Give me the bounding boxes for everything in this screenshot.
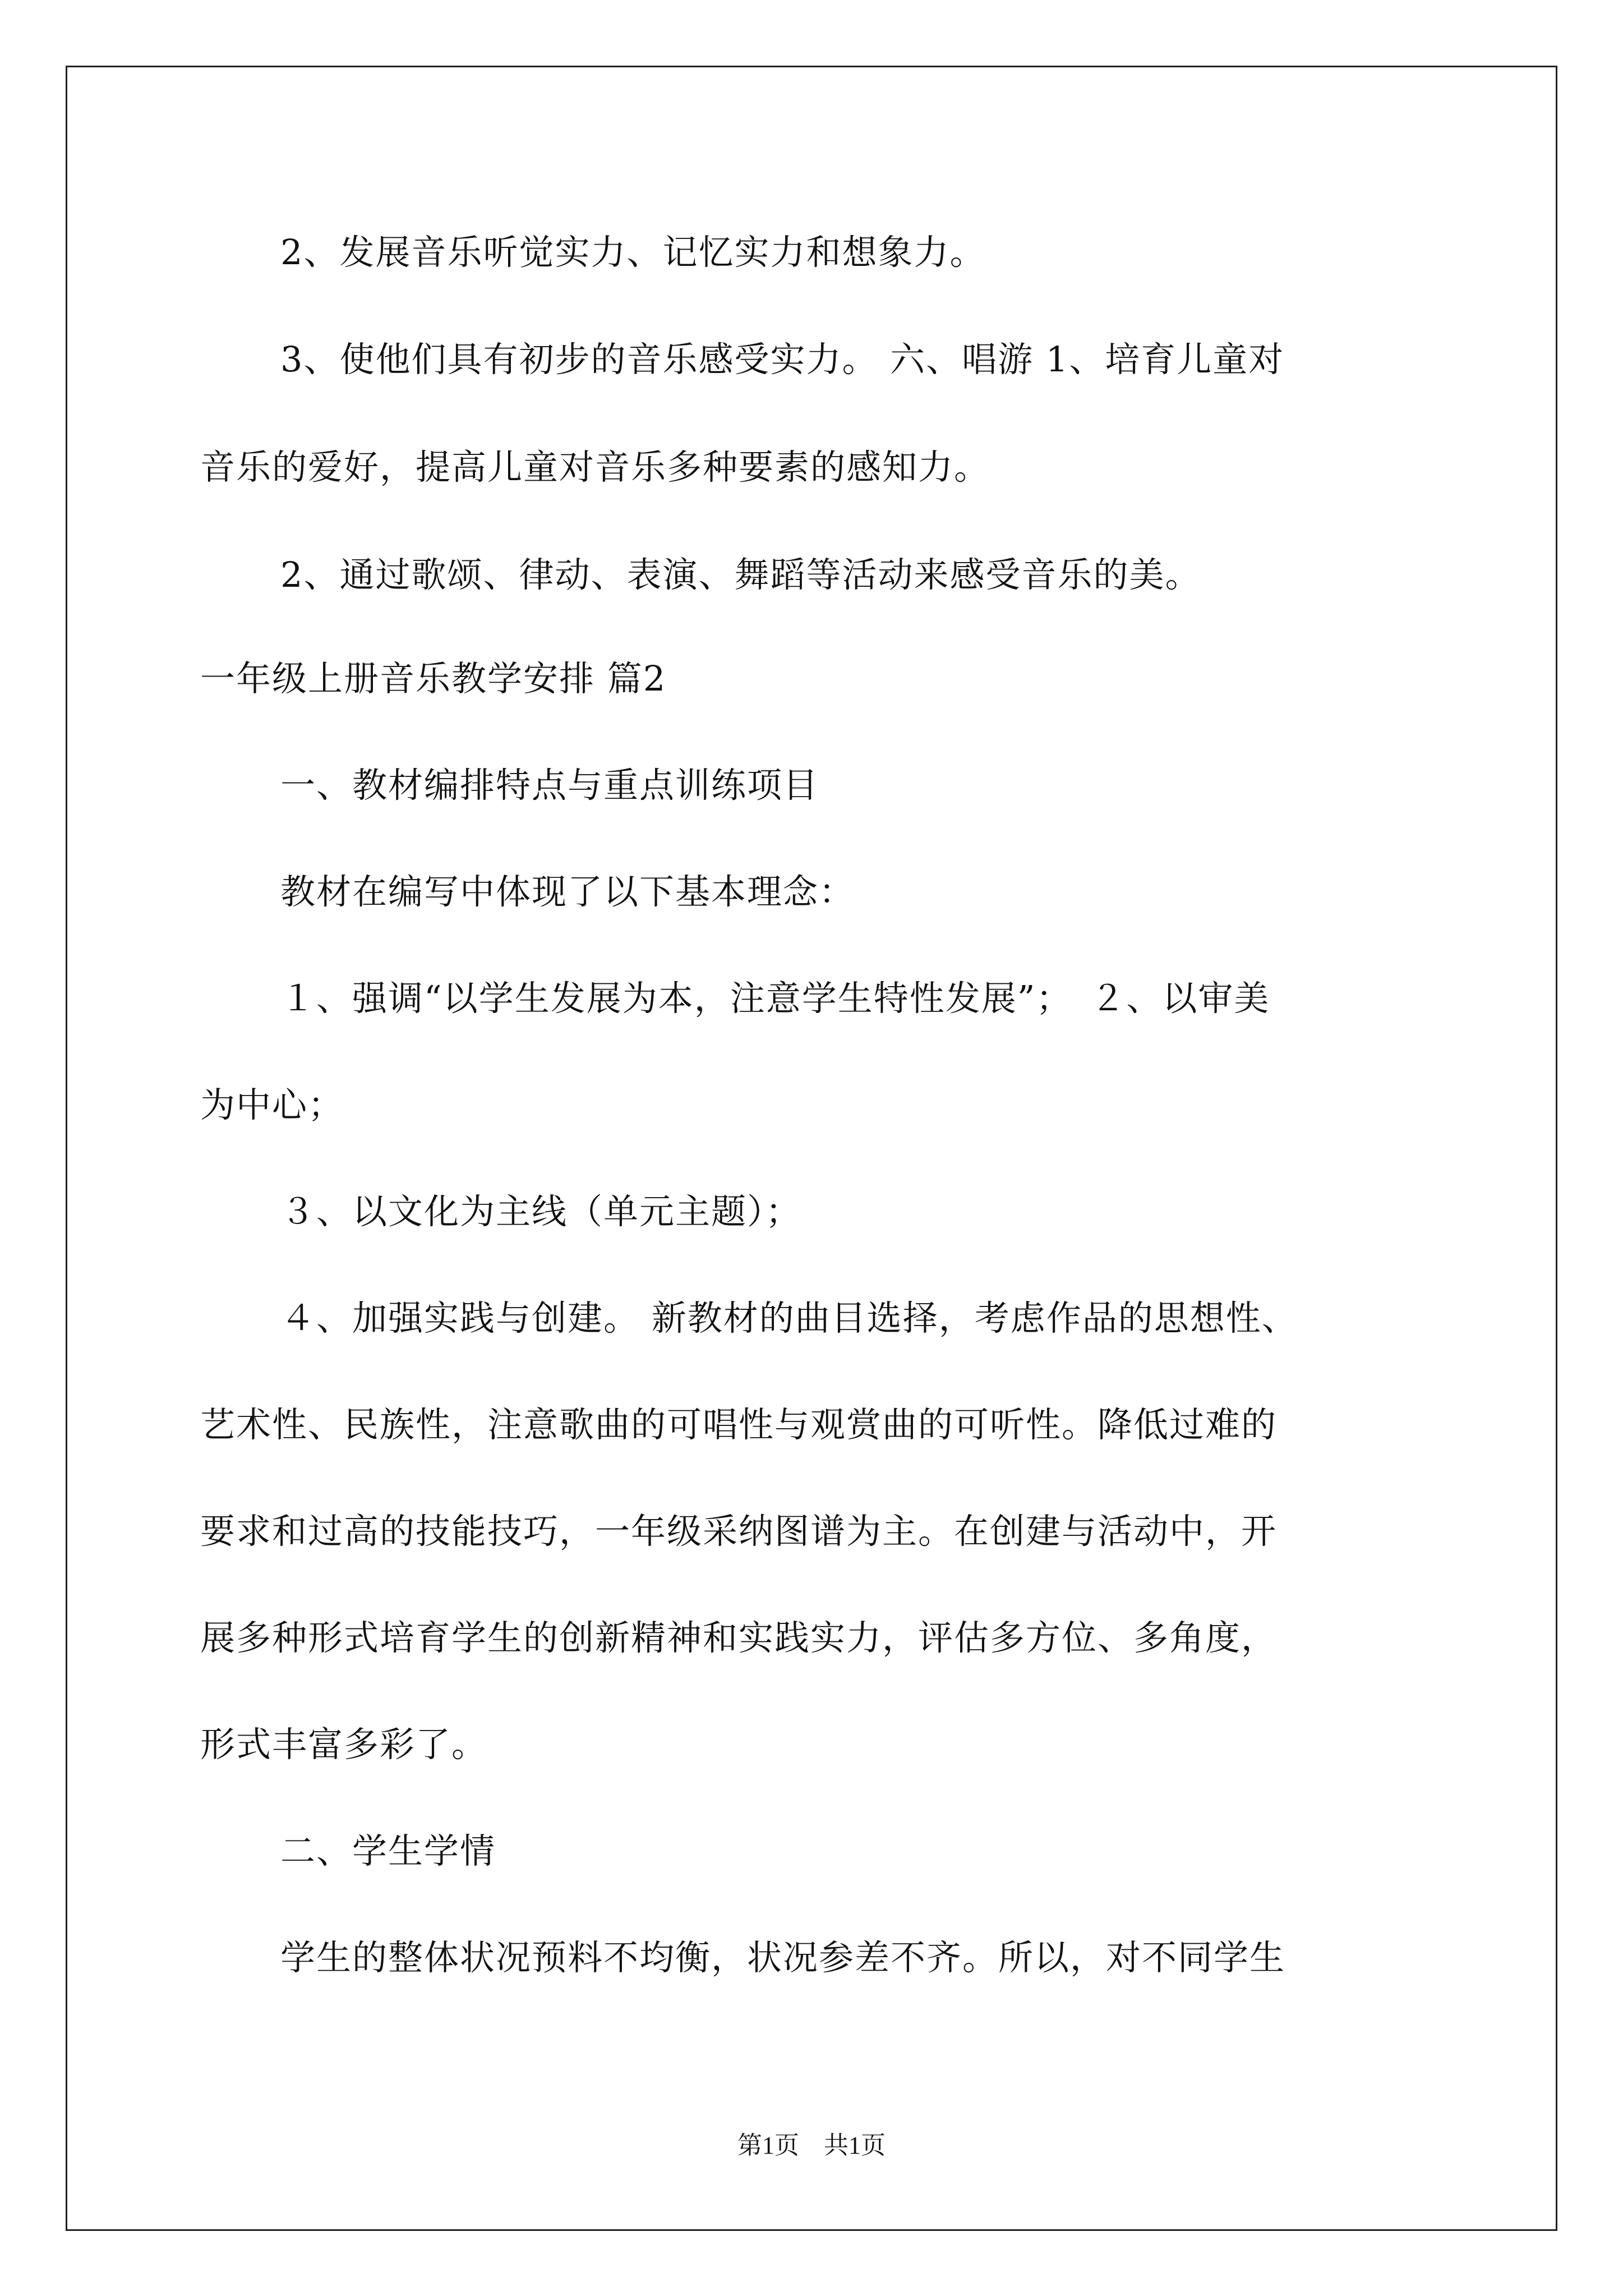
- text-line: ４、加强实践与创建。 新教材的曲目选择，考虑作品的思想性、: [280, 1297, 1298, 1338]
- text-line: 2、发展音乐听觉实力、记忆实力和想象力。: [280, 232, 986, 273]
- text-line: 3、使他们具有初步的音乐感受实力。 六、唱游 1、培育儿童对: [280, 339, 1285, 380]
- text-line: 二、学生学情: [280, 1830, 496, 1871]
- text-line: 2、通过歌颂、律动、表演、舞蹈等活动来感受音乐的美。: [280, 554, 1201, 595]
- text-line: 学生的整体状况预料不均衡，状况参差不齐。所以，对不同学生: [280, 1937, 1286, 1978]
- text-line: 要求和过高的技能技巧，一年级采纳图谱为主。在创建与活动中，开: [200, 1511, 1278, 1552]
- text-line: ３、以文化为主线（单元主题）；: [280, 1191, 802, 1232]
- text-line: 音乐的爱好，提高儿童对音乐多种要素的感知力。: [200, 447, 990, 487]
- text-line: 形式丰富多彩了。: [200, 1724, 488, 1765]
- text-line: 一、教材编排特点与重点训练项目: [280, 765, 819, 806]
- section-heading: 一年级上册音乐教学安排 篇2: [200, 658, 667, 699]
- text-line: 艺术性、民族性，注意歌曲的可唱性与观赏曲的可听性。降低过难的: [200, 1404, 1278, 1445]
- text-line: 展多种形式培育学生的创新精神和实践实力，评估多方位、多角度，: [200, 1617, 1278, 1658]
- page-border: [66, 66, 1557, 2231]
- text-line: １、强调“以学生发展为本，注意学生特性发展”； ２、以审美: [280, 978, 1270, 1019]
- page-number-footer: 第1页 共1页: [737, 2132, 886, 2159]
- text-line: 为中心；: [200, 1084, 344, 1125]
- text-line: 教材在编写中体现了以下基本理念：: [280, 871, 855, 912]
